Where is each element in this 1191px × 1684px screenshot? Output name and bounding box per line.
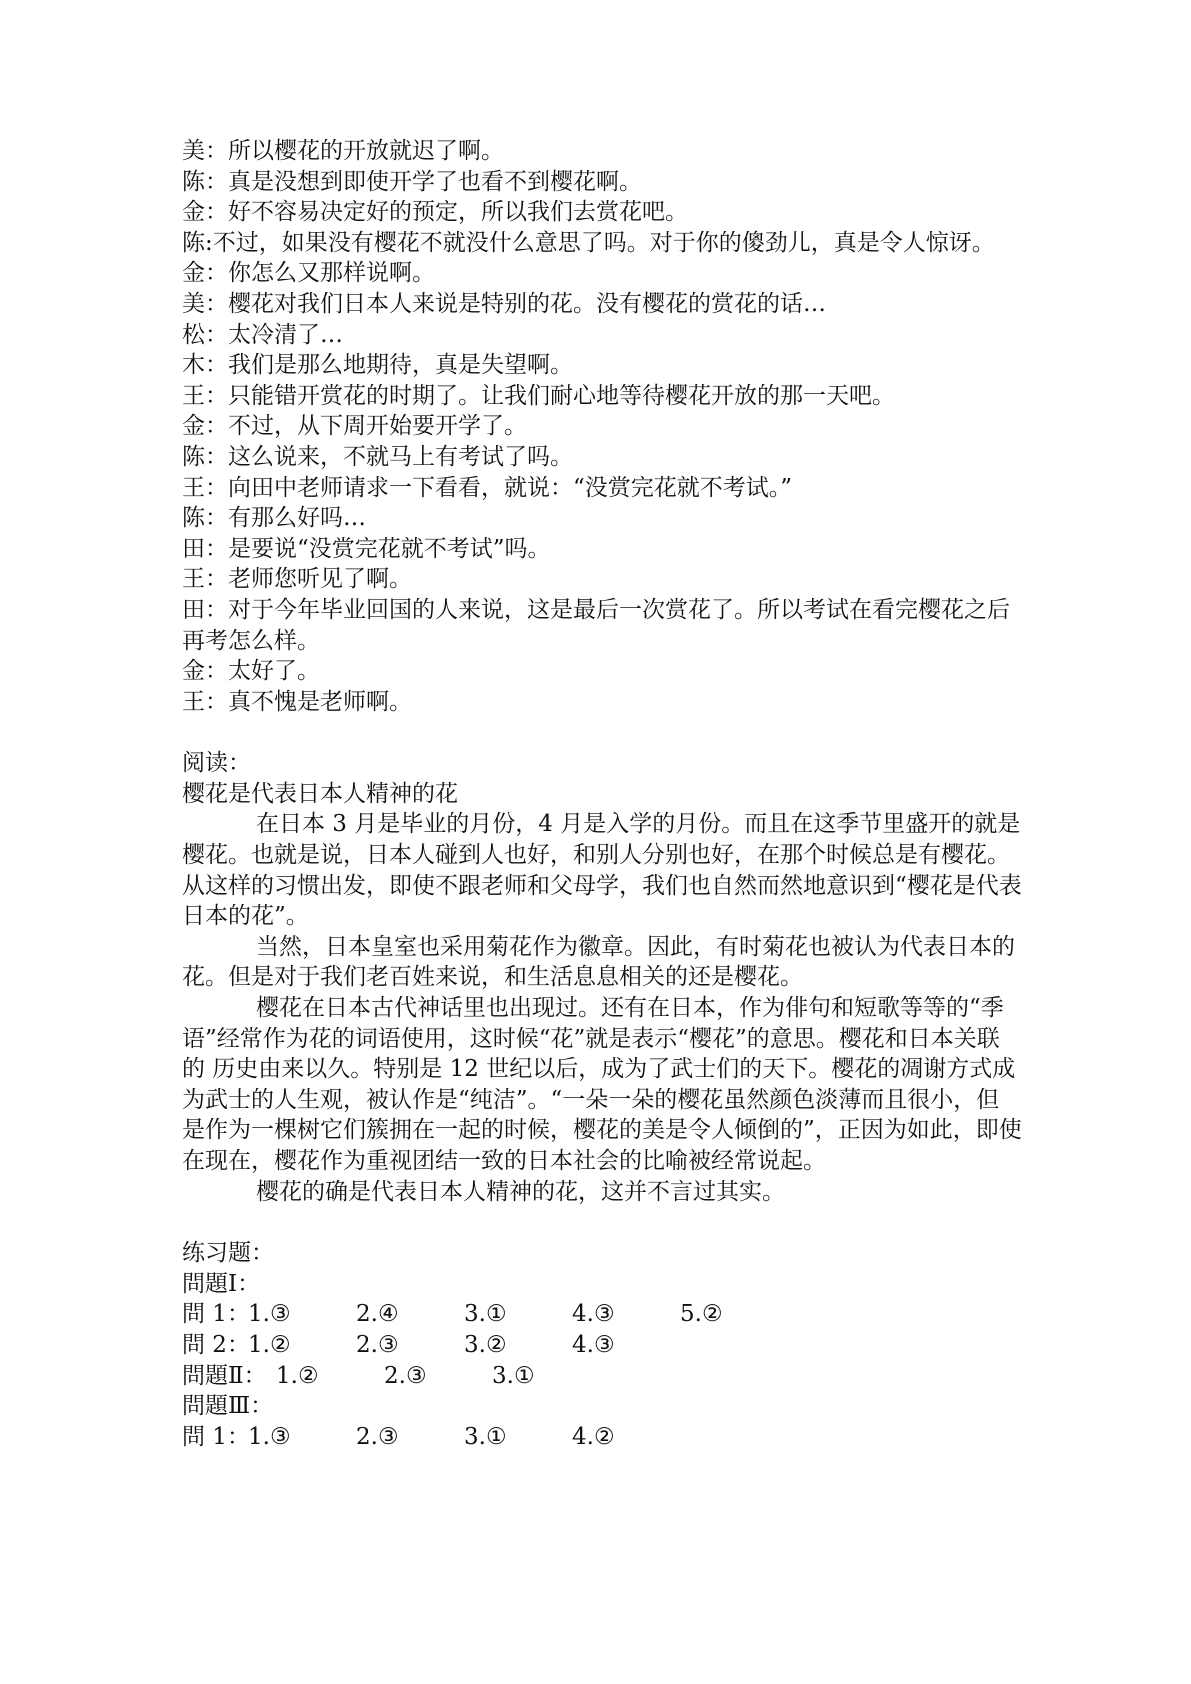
answer: 2.③ xyxy=(384,1362,427,1389)
dialogue-line: 陈：真是没想到即使开学了也看不到樱花啊。 xyxy=(182,168,642,195)
speaker: 王 xyxy=(182,474,205,501)
line-text: 对于今年毕业回国的人来说，这是最后一次赏花了。所以考试在看完樱花之后再考怎么样。 xyxy=(182,596,1010,654)
speaker: 田 xyxy=(182,535,205,562)
spacer xyxy=(182,1207,1022,1238)
speaker: 陈 xyxy=(182,229,205,256)
answer: 4.③ xyxy=(572,1301,615,1328)
answer: 3.① xyxy=(492,1362,535,1389)
dialogue-line: 王：向田中老师请求一下看看，就说：“没赏完花就不考试。” xyxy=(182,474,793,501)
dialogue-line: 金：好不容易决定好的预定，所以我们去赏花吧。 xyxy=(182,199,688,226)
dialogue-line: 王：只能错开赏花的时期了。让我们耐心地等待樱花开放的那一天吧。 xyxy=(182,382,895,409)
answer-row xyxy=(182,1422,1022,1453)
answer-row-label: 問 2： xyxy=(182,1331,250,1358)
speaker: 金 xyxy=(182,199,205,226)
speaker: 陈 xyxy=(182,443,205,470)
dialogue-line: 王：真不愧是老师啊。 xyxy=(182,688,412,715)
dialogue-line: 田：对于今年毕业回国的人来说，这是最后一次赏花了。所以考试在看完樱花之后再考怎么样。 xyxy=(182,596,1010,654)
question-2-label: 問題Ⅱ： xyxy=(182,1362,267,1389)
answer: 3.① xyxy=(464,1301,507,1328)
line-text: 真不愧是老师啊。 xyxy=(228,688,412,715)
speaker: 美 xyxy=(182,138,205,164)
line-text: 向田中老师请求一下看看，就说：“没赏完花就不考试。” xyxy=(228,474,793,501)
dialogue-line: 陈：有那么好吗… xyxy=(182,505,366,532)
dialogue-line: 金：不过，从下周开始要开学了。 xyxy=(182,413,527,440)
answer: 1.③ xyxy=(248,1301,291,1328)
line-text: 真是没想到即使开学了也看不到樱花啊。 xyxy=(228,168,642,195)
answer: 3.① xyxy=(464,1423,507,1450)
reading-paragraph: 樱花的确是代表日本人精神的花，这并不言过其实。 xyxy=(256,1178,785,1205)
dialogue-line: 美：樱花对我们日本人来说是特别的花。没有樱花的赏花的话… xyxy=(182,290,826,317)
dialogue xyxy=(182,136,1022,717)
speaker: 王 xyxy=(182,688,205,715)
speaker: 金 xyxy=(182,260,205,287)
line-text: 所以樱花的开放就迟了啊。 xyxy=(228,138,504,164)
speaker: 陈 xyxy=(182,505,205,532)
line-text: 不过，从下周开始要开学了。 xyxy=(228,413,527,440)
answer-row xyxy=(182,1330,1022,1361)
line-text: 只能错开赏花的时期了。让我们耐心地等待樱花开放的那一天吧。 xyxy=(228,382,895,409)
speaker: 松 xyxy=(182,321,205,348)
dialogue-line: 美：所以樱花的开放就迟了啊。 xyxy=(182,138,504,164)
answer: 2.④ xyxy=(356,1301,399,1328)
answer: 5.② xyxy=(680,1301,723,1328)
exercises-heading: 练习题： xyxy=(182,1240,274,1267)
answer: 1.③ xyxy=(248,1423,291,1450)
speaker: 陈 xyxy=(182,168,205,195)
line-text: 老师您听见了啊。 xyxy=(228,566,412,593)
line-text: 我们是那么地期待，真是失望啊。 xyxy=(228,352,573,379)
line-text: 不过，如果没有樱花不就没什么意思了吗。对于你的傻劲儿，真是令人惊讶。 xyxy=(212,229,995,256)
line-text: 你怎么又那样说啊。 xyxy=(228,260,435,287)
dialogue-line: 王：老师您听见了啊。 xyxy=(182,566,412,593)
exercises-section xyxy=(182,1238,1022,1452)
dialogue-line: 金：太好了。 xyxy=(182,658,320,685)
speaker: 美 xyxy=(182,290,205,317)
answer: 1.② xyxy=(248,1331,291,1358)
dialogue-line: 陈:不过，如果没有樱花不就没什么意思了吗。对于你的傻劲儿，真是令人惊讶。 xyxy=(182,229,995,256)
answer: 4.② xyxy=(572,1423,615,1450)
reading-paragraph: 樱花在日本古代神话里也出现过。还有在日本，作为俳句和短歌等等的“季语”经常作为花的词语使用，这时候“花”就是表示“樱花”的意思。樱花和日本关联的 历史由来以久。特别是 12 世纪以后，成为了武士们的天下。樱花的凋谢方式成为武士的人生观，被认作是“纯洁”。“一朵一朵的樱花虽然颜色淡薄而且很小，但 是作为一棵树它们簇拥在一起的时候，樱花的美是令人倾倒的”，正因为如此，即使在现在，樱花作为重视团结一致的日本社会的比喻被经常说起。 xyxy=(182,995,1022,1174)
answer-row-label: 問 1： xyxy=(182,1423,250,1450)
line-text: 太冷清了… xyxy=(228,321,343,348)
dialogue-line: 田：是要说“没赏完花就不考试”吗。 xyxy=(182,535,551,562)
document-page xyxy=(182,136,1022,1452)
line-text: 有那么好吗… xyxy=(228,505,366,532)
answer: 2.③ xyxy=(356,1423,399,1450)
reading-paragraph: 在日本 3 月是毕业的月份，4 月是入学的月份。而且在这季节里盛开的就是樱花。也就是说，日本人碰到人也好，和别人分别也好，在那个时候总是有樱花。从这样的习惯出发，即使不跟老师和父母学，我们也自然而然地意识到“樱花是代表日本的花”。 xyxy=(182,811,1022,930)
reading-section xyxy=(182,748,1022,1207)
answer-row xyxy=(182,1361,1022,1392)
speaker: 金 xyxy=(182,413,205,440)
question-3-heading: 問題Ⅲ： xyxy=(182,1393,274,1420)
line-text: 好不容易决定好的预定，所以我们去赏花吧。 xyxy=(228,199,688,226)
answer: 3.② xyxy=(464,1331,507,1358)
dialogue-line: 松：太冷清了… xyxy=(182,321,343,348)
speaker: 田 xyxy=(182,596,205,623)
answer-row-label: 問 1： xyxy=(182,1301,250,1328)
reading-title: 樱花是代表日本人精神的花 xyxy=(182,780,458,807)
line-text: 是要说“没赏完花就不考试”吗。 xyxy=(228,535,551,562)
line-text: 这么说来，不就马上有考试了吗。 xyxy=(228,443,573,470)
answer: 4.③ xyxy=(572,1331,615,1358)
answer-row xyxy=(182,1299,1022,1330)
answer: 2.③ xyxy=(356,1331,399,1358)
question-1-heading: 問題Ⅰ： xyxy=(182,1270,261,1297)
line-text: 樱花对我们日本人来说是特别的花。没有樱花的赏花的话… xyxy=(228,290,826,317)
reading-heading: 阅读： xyxy=(182,750,251,777)
reading-paragraph: 当然，日本皇室也采用菊花作为徽章。因此，有时菊花也被认为代表日本的花。但是对于我们老百姓来说，和生活息息相关的还是樱花。 xyxy=(182,933,1015,991)
speaker: 金 xyxy=(182,658,205,685)
spacer xyxy=(182,717,1022,748)
speaker: 王 xyxy=(182,566,205,593)
speaker: 木 xyxy=(182,352,205,379)
dialogue-line: 陈：这么说来，不就马上有考试了吗。 xyxy=(182,443,573,470)
dialogue-line: 木：我们是那么地期待，真是失望啊。 xyxy=(182,352,573,379)
speaker: 王 xyxy=(182,382,205,409)
line-text: 太好了。 xyxy=(228,658,320,685)
answer: 1.② xyxy=(276,1362,319,1389)
dialogue-line: 金：你怎么又那样说啊。 xyxy=(182,260,435,287)
